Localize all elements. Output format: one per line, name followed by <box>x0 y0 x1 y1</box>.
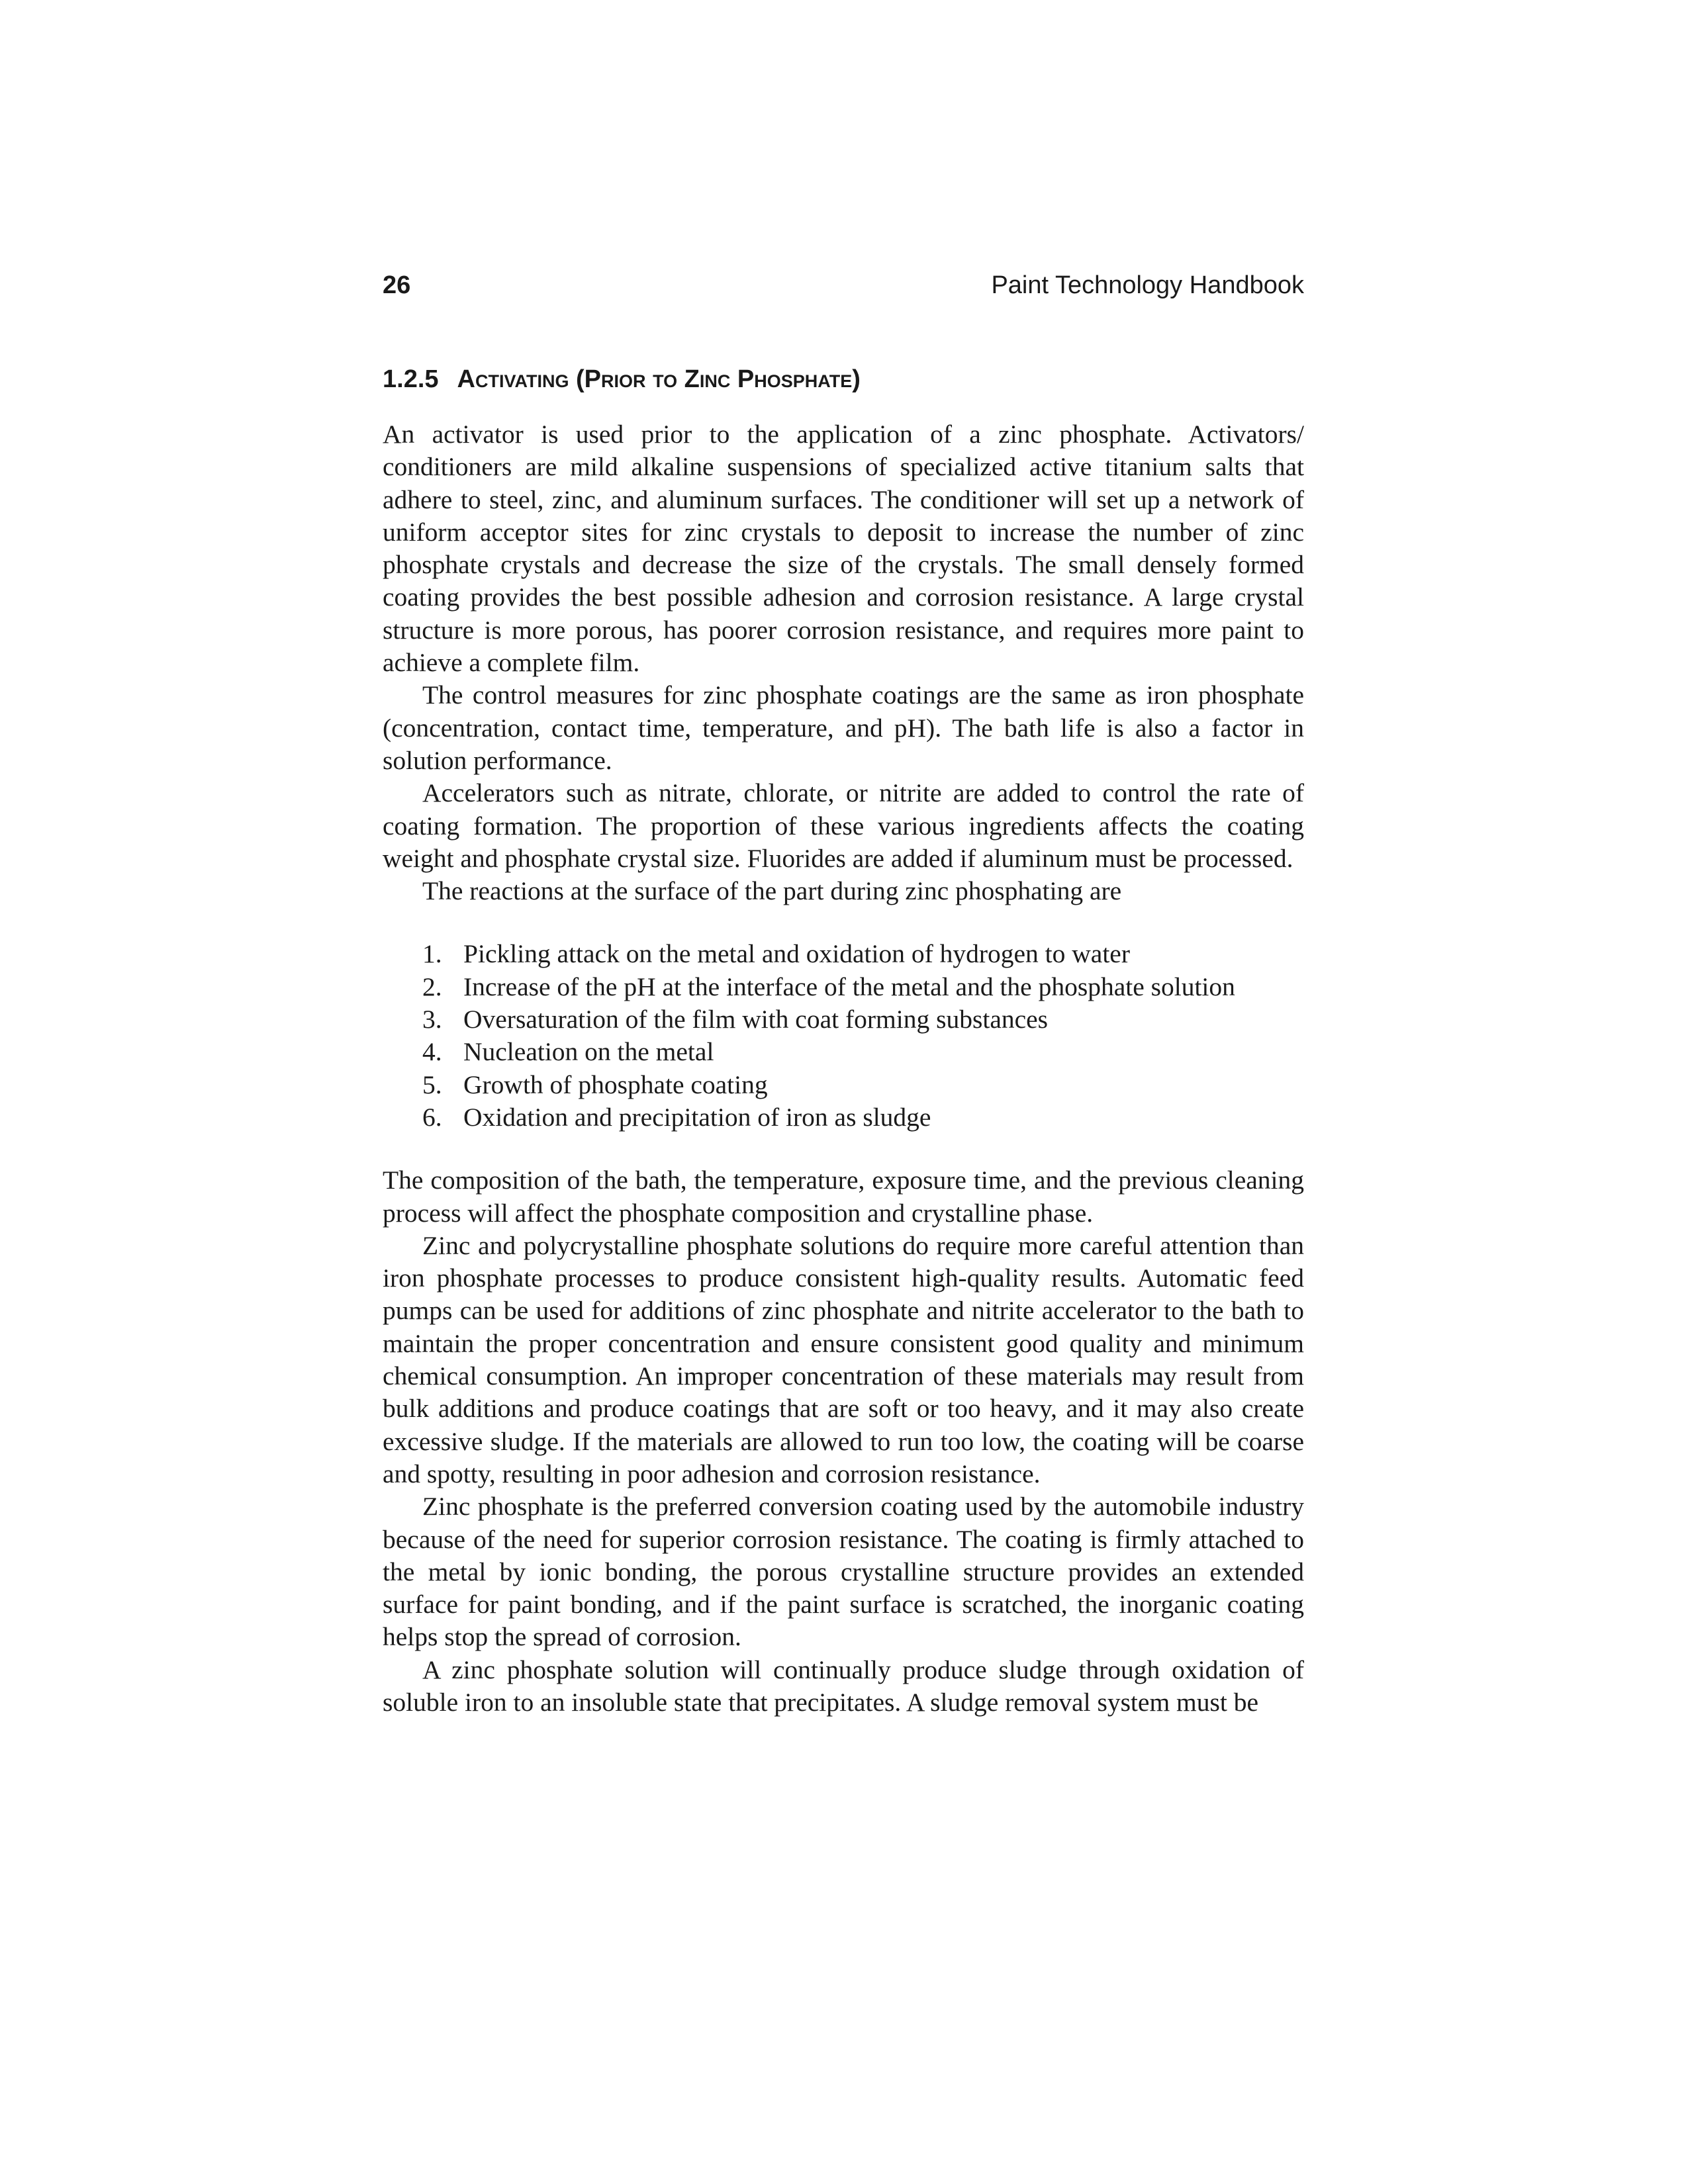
reaction-steps-list <box>383 938 1264 1134</box>
list-item <box>422 1069 1264 1101</box>
list-marker: 5. <box>422 1069 442 1099</box>
paragraph-activator-intro: An activator is used prior to the application of a zinc phosphate. Activators/ conditioners are mild alkaline suspensions of specialized active titanium salts that adhere to steel, zinc, and aluminum surfaces. The conditioner will set up a network of uniform acceptor sites for zinc crystals to deposit to increase the number of zinc phosphate crystals and decrease the size of the crystals. The small densely formed coating provides the best possible adhesion and corrosion resistance. A large crystal structure is more porous, has poorer corrosion resistance, and requires more paint to achieve a complete film. <box>383 420 1304 678</box>
paragraph-accelerators: Accelerators such as nitrate, chlorate, or nitrite are added to control the rate of coating formation. The proportion of these various ingredients affects the coating weight and phosphate crystal size. Fluorides are added if aluminum must be processed. <box>383 778 1304 873</box>
list-item <box>422 1003 1264 1036</box>
list-item-text: Increase of the pH at the interface of the metal and the phosphate solution <box>463 972 1235 1001</box>
list-marker: 2. <box>422 972 442 1001</box>
book-title: Paint Technology Handbook <box>991 271 1304 299</box>
list-item-text: Oversaturation of the film with coat forming substances <box>463 1005 1049 1034</box>
list-marker: 3. <box>422 1005 442 1034</box>
list-marker: 4. <box>422 1037 442 1067</box>
paragraph-control-measures: The control measures for zinc phosphate coatings are the same as iron phosphate (concentration, contact time, temperature, and pH). The bath life is also a factor in solution performance. <box>383 680 1304 775</box>
running-head <box>383 271 1304 318</box>
paragraph-polycrystalline: Zinc and polycrystalline phosphate solutions do require more careful attention than iron phosphate processes to produce consistent high-quality results. Automatic feed pumps can be used for additions of zinc phosphate and nitrite accelerator to the bath to maintain the proper concentration and ensure consistent good quality and minimum chemical consumption. An improper concentration of these materials may result from bulk additions and produce coatings that are soft or too heavy, and it may also create excessive sludge. If the materials are allowed to run too low, the coating will be coarse and spotty, resulting in poor adhesion and corrosion resistance. <box>383 1230 1304 1488</box>
list-marker: 6. <box>422 1102 442 1132</box>
list-item <box>422 971 1264 1003</box>
section-number: 1.2.5 <box>383 365 439 393</box>
page-number: 26 <box>383 271 411 299</box>
paragraph-reactions-intro: The reactions at the surface of the part during zinc phosphating are <box>422 876 1122 906</box>
list-item-text: Oxidation and precipitation of iron as sludge <box>463 1102 931 1132</box>
list-item-text: Pickling attack on the metal and oxidation of hydrogen to water <box>463 939 1130 969</box>
list-item <box>422 1036 1264 1068</box>
list-item-text: Nucleation on the metal <box>463 1037 714 1067</box>
list-item-text: Growth of phosphate coating <box>463 1069 768 1099</box>
list-marker: 1. <box>422 939 442 969</box>
list-item <box>422 938 1264 970</box>
list-item <box>422 1101 1264 1134</box>
section-heading <box>383 365 1304 412</box>
section-title: Activating (Prior to Zinc Phosphate) <box>457 365 861 393</box>
paragraph-bath-composition: The composition of the bath, the temperature, exposure time, and the previous cleaning process will affect the phosphate composition and crystalline phase. <box>383 1165 1304 1228</box>
paragraph-sludge: A zinc phosphate solution will continually produce sludge through oxidation of soluble iron to an insoluble state that precipitates. A sludge removal system must be <box>383 1655 1304 1717</box>
paragraph-automobile-industry: Zinc phosphate is the preferred conversion coating used by the automobile industry because of the need for superior corrosion resistance. The coating is firmly attached to the metal by ionic bonding, the porous crystalline structure provides an extended surface for paint bonding, and if the paint surface is scratched, the inorganic coating helps stop the spread of corrosion. <box>383 1492 1304 1652</box>
book-page <box>383 271 1304 1719</box>
